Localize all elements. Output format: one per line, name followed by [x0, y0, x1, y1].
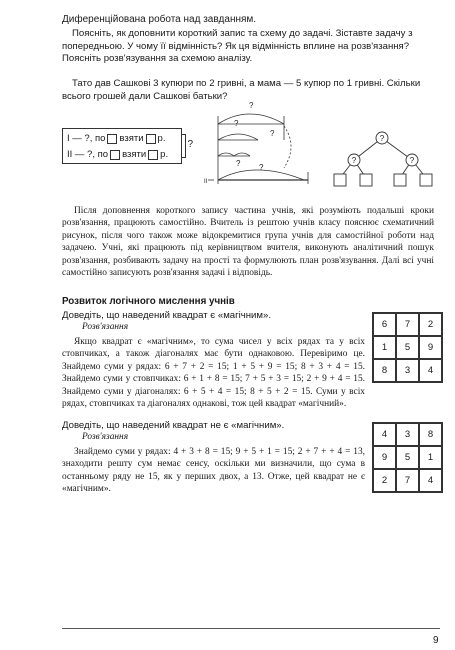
short-record-box — [62, 128, 193, 164]
node-question: ? — [379, 134, 385, 143]
task1-title: Доведіть, що наведений квадрат є «магічним». — [62, 310, 272, 321]
solution-label: Розв'язання — [82, 322, 129, 332]
blank-square — [110, 150, 120, 160]
grid-cell: 7 — [396, 313, 419, 336]
node-question: ? — [409, 156, 415, 165]
short-record-row-2 — [67, 149, 168, 160]
body-text: Після доповнення короткого запису частина учнів, які розуміють подальші кроки розв'язання, працюють самостійно. Вчитель із рештою учнів класу пояснює схематичний рисунок, після чого також може відокремитися група учнів для самостійної роботи над задачею. Учні, які працюють під керівництвом вчителя, виконують аналітичний пошук розв'язання, розбивають задачу на прості та формулюють план розв'язування. Далі всі учні самостійно записують розв'язання задачі і відповідь. — [62, 206, 434, 279]
intro-text: Поясніть, як доповнити короткий запис та схему до задачі. Зіставте задачу з попередньою. У чому її відмінність? Як ця відмінність вплине на розв'язання? Поясніть розв'язування за схемою аналізу. — [62, 28, 413, 64]
task2-text: Знайдемо суми у рядах: 4 + 3 + 8 = 15; 9 + 5 + 1 = 15; 2 + 7 + + 4 = 13, знаходити решту сум немає сенсу, оскільки ми визначили, що сума в останньому ряду не 15, як у перших двох, а 13. Отже, цей квадрат не є «магічним». — [62, 447, 365, 495]
take-label: взяти — [119, 133, 144, 144]
page-number: 9 — [433, 635, 439, 646]
arc-icon — [218, 134, 258, 140]
magic-square-2 — [372, 422, 443, 493]
grid-cell: 2 — [419, 313, 442, 336]
arc-icon — [218, 153, 234, 156]
grid-cell: 9 — [419, 336, 442, 359]
footer-divider — [62, 628, 440, 629]
node-question: ? — [351, 156, 357, 165]
grid-cell: 5 — [396, 336, 419, 359]
unit-label: р. — [157, 133, 166, 144]
leaf-square — [420, 174, 432, 186]
total-question: ? — [187, 139, 193, 150]
take-label: взяти — [122, 149, 147, 160]
diagram-question: ? — [234, 119, 239, 128]
grid-cell: 4 — [373, 423, 396, 446]
unit-label: р. — [160, 149, 169, 160]
diagram-question: ? — [270, 129, 275, 138]
blank-square — [107, 134, 117, 144]
magic-square-1 — [372, 312, 443, 383]
leaf-square — [394, 174, 406, 186]
grid-cell: 1 — [373, 336, 396, 359]
grid-cell: 1 — [419, 446, 442, 469]
grid-cell: 3 — [396, 423, 419, 446]
grid-cell: 6 — [373, 313, 396, 336]
leaf-square — [334, 174, 346, 186]
blank-square — [148, 150, 158, 160]
grid-cell: 5 — [396, 446, 419, 469]
arc-icon — [218, 114, 284, 124]
diagram-mark: ІІ — [204, 179, 208, 185]
short-record-row-1 — [67, 133, 165, 144]
task1-text: Якщо квадрат є «магічним», то сума чисел у всіх рядах та у всіх стовпчиках, а також діагоналях має бути однаковою. Перевіримо це. Знайдемо суми у рядах: 6 + 7 + 2 = 15; 1 + 5 + 9 = 15; 8 + 3 + 4 = 15. Знайдемо суми у стовпчиках: 6 + 1 + 8 = 15; 7 + 5 + 3 = 15; 2 + 9 + 4 = 15. Знайдемо суми у діагоналях: 6 + 5 + 4 = 15; 8 + 5 + 2 = 15. Суми у всіх рядах, стовпчиках та діагоналях однакові, тож цей квадрат «магічний». — [62, 337, 365, 410]
intro-heading: Диференційована робота над завданням. — [62, 14, 257, 25]
grid-cell: 8 — [373, 359, 396, 382]
grid-cell: 2 — [373, 469, 396, 492]
section-heading: Розвиток логічного мислення учнів — [62, 296, 235, 307]
arc-icon — [234, 153, 250, 156]
diagram-question: ? — [249, 101, 254, 110]
segment-diagram — [204, 96, 322, 192]
task-text: Тато дав Сашкові 3 купюри по 2 гривні, а мама — 5 купюр по 1 гривні. Скільки всього грошей дали Сашкові батьки? — [62, 78, 421, 102]
row2-prefix: ІІ — ?, по — [67, 149, 109, 160]
leaf-square — [360, 174, 372, 186]
solution-label: Розв'язання — [82, 432, 129, 442]
grid-cell: 4 — [419, 359, 442, 382]
grid-cell: 8 — [419, 423, 442, 446]
task2-title: Доведіть, що наведений квадрат не є «магічним». — [62, 420, 285, 431]
diagram-question: ? — [236, 159, 241, 168]
diagram-question: ? — [259, 163, 264, 172]
blank-square — [146, 134, 156, 144]
grid-cell: 7 — [396, 469, 419, 492]
grid-cell: 4 — [419, 469, 442, 492]
grid-cell: 3 — [396, 359, 419, 382]
grid-cell: 9 — [373, 446, 396, 469]
analysis-tree-diagram — [330, 128, 440, 192]
brace-icon — [181, 134, 186, 158]
row1-prefix: І — ?, по — [67, 133, 106, 144]
